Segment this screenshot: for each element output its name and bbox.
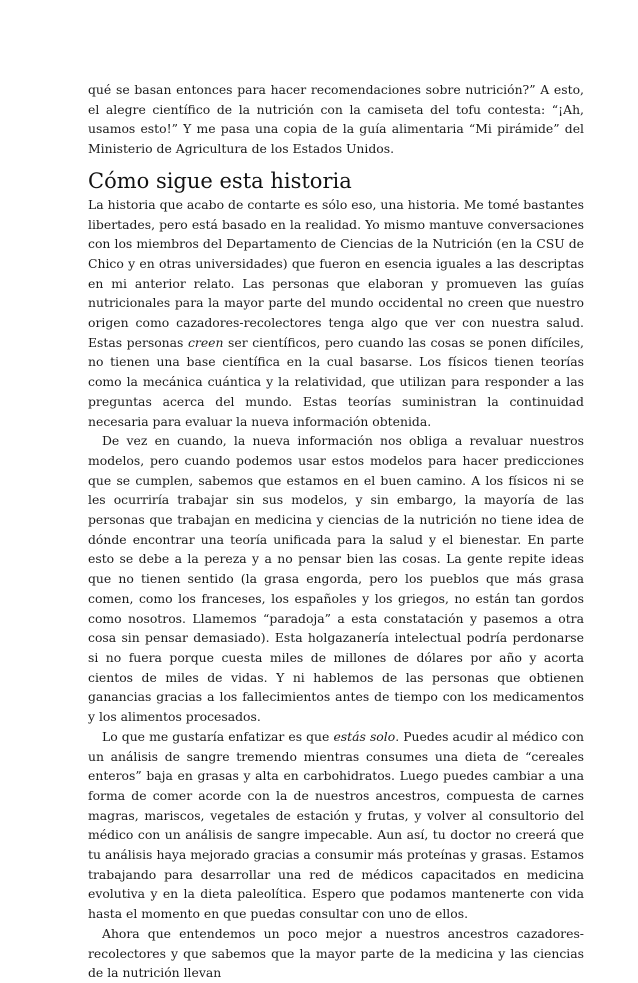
paragraph-3-part-b: . Puedes acudir al médico con un análisis de sangre tremendo mientras consumes una dieta de “cereales enteros” baja en grasas y alta en carbohidratos. Luego puedes cambiar a una forma de comer acorde con la de nuestros ancestros, compuesta de carnes magras, mariscos, vegetales de estación y frutas, y volver al consultorio del médico con un análisis de sangre impecable. Aun así, tu doctor no creerá que tu análisis haya mejorado gracias a consumir más proteínas y grasas. Estamos trabajando para desarrollar una red de médicos capacitados en medicina evolutiva y en la dieta paleolítica. Espero que podamos mantenerte con vida hasta el momento en que puedas consultar con uno de ellos. — [88, 728, 584, 922]
paragraph-3-emphasis: estás solo — [333, 728, 396, 744]
paragraph-1-part-a: La historia que acabo de contarte es sólo eso, una historia. Me tomé bastantes libertades, pero está basado en la realidad. Yo mismo mantuve conversaciones con los miembros del Departamento de Ciencias de la Nutrición (en la CSU de Chico y en otras universidades) que fueron en esencia iguales a las descriptas en mi anterior relato. Las personas que elaboran y promueven las guías nutricionales para la mayor parte del mundo occidental no creen que nuestro origen como cazadores-recolectores tenga algo que ver con nuestra salud. Estas personas — [88, 196, 584, 350]
paragraph-1 — [88, 195, 584, 431]
paragraph-intro: qué se basan entonces para hacer recomendaciones sobre nutrición?” A esto, el alegre científico de la nutrición con la camiseta del tofu contesta: “¡Ah, usamos esto!” Y me pasa una copia de la guía alimentaria “Mi pirámide” del Ministerio de Agricultura de los Estados Unidos. — [88, 82, 584, 157]
paragraph-3-part-a: Lo que me gustaría enfatizar es que — [102, 728, 334, 744]
paragraph-1-part-b: ser científicos, pero cuando las cosas se ponen difíciles, no tienen una base científica en la cual basarse. Los físicos tienen teorías como la mecánica cuántica y la relatividad, que utilizan para responder a las preguntas acerca del mundo. Estas teorías suministran la continuidad necesaria para evaluar la nueva información obtenida. — [88, 334, 584, 429]
paragraph-4: Ahora que entendemos un poco mejor a nuestros ancestros cazadores-recolectores y que sabemos que la mayor parte de la medicina y las ciencias de la nutrición llevan — [88, 925, 584, 981]
paragraph-1-emphasis: creen — [187, 334, 224, 350]
section-heading: Cómo sigue esta historia — [88, 168, 352, 193]
document-page — [88, 80, 584, 983]
paragraph-2: De vez en cuando, la nueva información nos obliga a revaluar nuestros modelos, pero cuando podemos usar estos modelos para hacer predicciones que se cumplen, sabemos que estamos en el buen camino. A los físicos ni se les ocurriría trabajar sin sus modelos, y sin embargo, la mayoría de las personas que trabajan en medicina y ciencias de la nutrición no tiene idea de dónde encontrar una teoría unificada para la salud y el bienestar. En parte esto se debe a la pereza y a no pensar bien las cosas. La gente repite ideas que no tienen sentido (la grasa engorda, pero los pueblos que más grasa comen, como los franceses, los españoles y los griegos, no están tan gordos como nosotros. Llamemos “paradoja” a esta constatación y pasemos a otra cosa sin pensar demasiado). Esta holgazanería intelectual podría perdonarse si no fuera porque cuesta miles de millones de dólares por año y acorta cientos de miles de vidas. Y ni hablemos de las personas que obtienen ganancias gracias a los fallecimientos antes de tiempo con los medicamentos y los alimentos procesados. — [88, 433, 584, 725]
paragraph-3 — [88, 727, 584, 924]
